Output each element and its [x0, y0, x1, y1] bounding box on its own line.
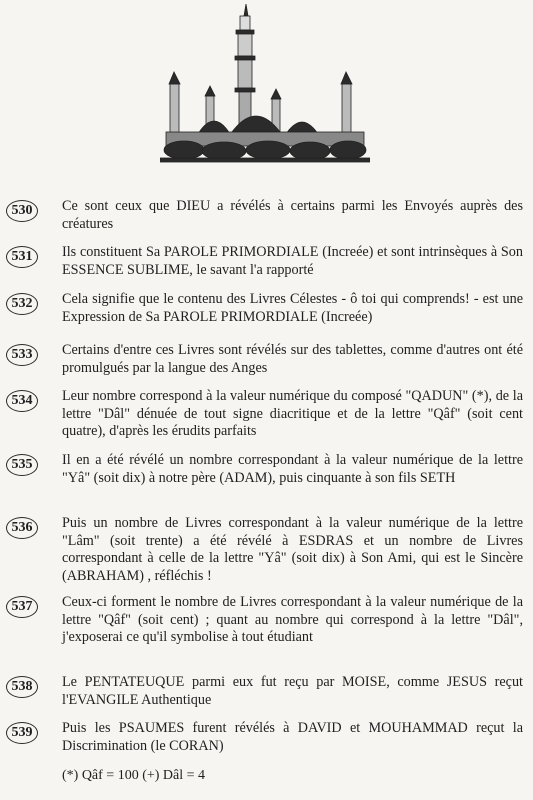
verse-number-badge: 530	[6, 200, 38, 222]
verse-number-badge: 535	[6, 454, 38, 476]
verse-number-badge: 534	[6, 390, 38, 412]
verse-number-badge: 536	[6, 517, 38, 539]
footnote: (*) Qâf = 100 (+) Dâl = 4	[62, 768, 206, 783]
verse-number-badge: 538	[6, 676, 38, 698]
verse-text: Certains d'entre ces Livres sont révélés sur des tablettes, comme d'autres ont été promulgués par la langue des Anges	[62, 342, 523, 376]
verse-number-badge: 532	[6, 293, 38, 315]
verse-number-badge: 531	[6, 246, 38, 268]
verse-number-badge: 537	[6, 596, 38, 618]
verse-text: Puis les PSAUMES furent révélés à DAVID et MOUHAMMAD reçut la Discrimination (le CORAN)	[62, 720, 523, 754]
verse-text: Ce sont ceux que DIEU a révélés à certains parmi les Envoyés auprès des créatures	[62, 198, 523, 232]
verse-text: Ils constituent Sa PAROLE PRIMORDIALE (Increée) et sont intrinsèques à Son ESSENCE SUBLIME, le savant l'a rapporté	[62, 244, 523, 278]
verse-number-badge: 533	[6, 344, 38, 366]
verse-text: Ceux-ci forment le nombre de Livres correspondant à la valeur numérique de la lettre "Qâf" (soit cent) ; quant au nombre qui correspond à la lettre "Dâl", j'exposerai ce qu'il symbolise à tout étudiant	[62, 594, 523, 645]
verse-text: Cela signifie que le contenu des Livres Célestes - ô toi qui comprends! - est une Expression de Sa PAROLE PRIMORDIALE (Increée)	[62, 291, 523, 325]
verse-text: Puis un nombre de Livres correspondant à la valeur numérique de la lettre "Lâm" (soit trente) a été révélé à ESDRAS et un nombre de Livres correspondant à celle de la lettre "Yâ" (soit dix) à Son Ami, qui est le Sincère (ABRAHAM) , réfléchis !	[62, 515, 523, 584]
verse-text: Il en a été révélé un nombre correspondant à la valeur numérique de la lettre "Yâ" (soit dix) à notre père (ADAM), puis cinquante à son fils SETH	[62, 452, 523, 486]
verse-number-badge: 539	[6, 722, 38, 744]
verse-text: Leur nombre correspond à la valeur numérique du composé "QADUN" (*), de la lettre "Dâl" dénuée de tout signe diacritique et de la lettre "Qâf" (soit cent quatre), d'après les érudits parfaits	[62, 388, 523, 439]
verse-text: Le PENTATEUQUE parmi eux fut reçu par MOISE, comme JESUS reçut l'EVANGILE Authentique	[62, 674, 523, 708]
mosque-illustration	[160, 4, 370, 166]
